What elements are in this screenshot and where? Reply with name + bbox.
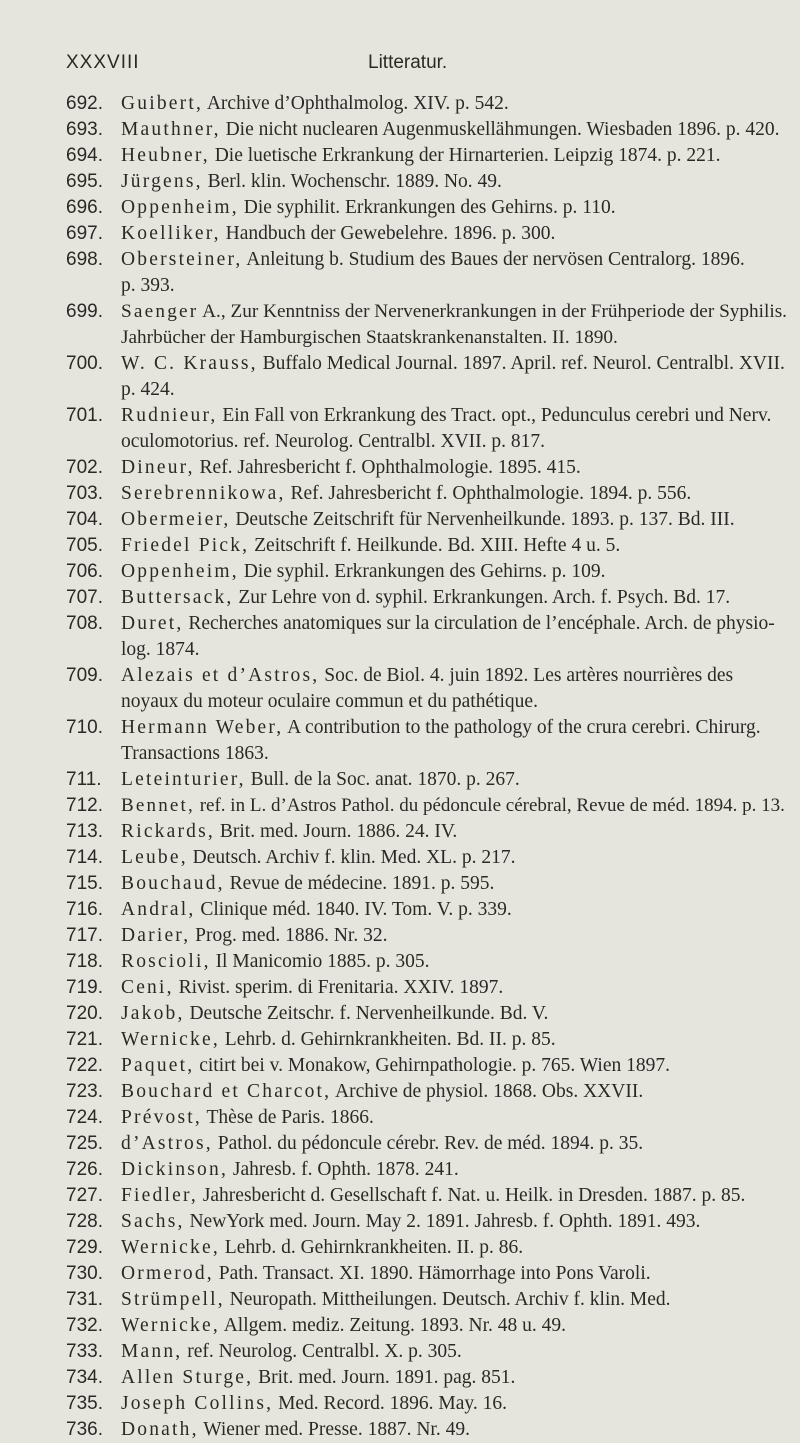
reference-number: 706. <box>66 561 103 582</box>
reference-entry <box>0 1053 800 1079</box>
reference-entry <box>0 975 800 1001</box>
reference-author: Koelliker, <box>121 223 221 244</box>
reference-text: Die syphil. Erkrankungen des Gehirns. p. 109. <box>238 561 606 582</box>
reference-number: 699. <box>66 301 103 322</box>
page-number-roman: XXXVIII <box>66 52 140 73</box>
reference-text: Wiener med. Presse. 1887. Nr. 49. <box>198 1419 470 1440</box>
reference-author: Strümpell, <box>121 1289 225 1310</box>
reference-text: Archive de physiol. 1868. Obs. XXVII. <box>331 1081 644 1102</box>
reference-number: 725. <box>66 1133 103 1154</box>
reference-entry <box>0 585 800 611</box>
reference-text: Clinique méd. 1840. IV. Tom. V. p. 339. <box>195 899 512 920</box>
reference-text: Allgem. mediz. Zeitung. 1893. Nr. 48 u. 49. <box>219 1315 566 1336</box>
reference-entry <box>0 1287 800 1313</box>
reference-author: Oppenheim, <box>121 197 239 218</box>
reference-author: Bennet, <box>121 795 195 816</box>
reference-text: A contribution to the pathology of the crura cerebri. Chirurg. <box>283 717 761 738</box>
reference-entry <box>0 1131 800 1157</box>
reference-entry <box>0 221 800 247</box>
reference-text: Die nicht nuclearen Augenmuskellähmungen. Wiesbaden 1896. p. 420. <box>220 119 780 140</box>
reference-entry <box>0 1417 800 1443</box>
reference-entry <box>0 611 800 663</box>
reference-author: Rudnieur, <box>121 405 218 426</box>
reference-text: ref. in L. d’Astros Pathol. du pédoncule cérebral, Revue de méd. 1894. p. 13. <box>194 795 785 816</box>
reference-number: 702. <box>66 457 103 478</box>
reference-number: 714. <box>66 847 103 868</box>
reference-author: Wernicke, <box>121 1029 220 1050</box>
reference-text-continued: log. 1874. <box>121 639 200 660</box>
reference-text-continued: p. 424. <box>121 379 175 400</box>
reference-author: Joseph Collins, <box>121 1393 274 1414</box>
reference-entry <box>0 923 800 949</box>
reference-number: 712. <box>66 795 103 816</box>
reference-author: W. C. Krauss, <box>121 353 258 374</box>
reference-text: Thèse de Paris. 1866. <box>201 1107 374 1128</box>
page-header <box>66 52 766 78</box>
reference-author: Dineur, <box>121 457 195 478</box>
reference-text: ref. Neurolog. Centralbl. X. p. 305. <box>182 1341 462 1362</box>
reference-text: A., Zur Kenntniss der Nervenerkrankungen in der Frühperiode der Syphilis. <box>198 301 787 322</box>
reference-number: 708. <box>66 613 103 634</box>
reference-text: Revue de médecine. 1891. p. 595. <box>224 873 495 894</box>
reference-number: 692. <box>66 93 103 114</box>
reference-entry <box>0 533 800 559</box>
reference-entry <box>0 117 800 143</box>
reference-number: 723. <box>66 1081 103 1102</box>
reference-author: Ormerod, <box>121 1263 214 1284</box>
reference-number: 716. <box>66 899 103 920</box>
reference-number: 733. <box>66 1341 103 1362</box>
reference-number: 724. <box>66 1107 103 1128</box>
reference-number: 717. <box>66 925 103 946</box>
reference-number: 729. <box>66 1237 103 1258</box>
reference-author: Prévost, <box>121 1107 202 1128</box>
reference-text: Ein Fall von Erkrankung des Tract. opt., Pedunculus cerebri und Nerv. <box>217 405 772 426</box>
reference-author: Roscioli, <box>121 951 211 972</box>
reference-number: 726. <box>66 1159 103 1180</box>
reference-text: Handbuch der Gewebelehre. 1896. p. 300. <box>220 223 556 244</box>
reference-entry <box>0 1339 800 1365</box>
reference-entry <box>0 507 800 533</box>
reference-text: Archive d’Ophthalmolog. XIV. p. 542. <box>203 93 509 114</box>
reference-entry <box>0 819 800 845</box>
reference-author: Buttersack, <box>121 587 234 608</box>
reference-entry <box>0 1157 800 1183</box>
reference-text: Die luetische Erkrankung der Hirnarterien. Leipzig 1874. p. 221. <box>209 145 721 166</box>
reference-number: 728. <box>66 1211 103 1232</box>
reference-text: Jahresbericht d. Gesellschaft f. Nat. u. Heilk. in Dresden. 1887. p. 85. <box>197 1185 746 1206</box>
reference-text: Ref. Jahresbericht f. Ophthalmologie. 1895. 415. <box>194 457 581 478</box>
reference-entry <box>0 715 800 767</box>
reference-number: 707. <box>66 587 103 608</box>
reference-number: 715. <box>66 873 103 894</box>
reference-entry <box>0 845 800 871</box>
reference-author: Obermeier, <box>121 509 231 530</box>
reference-author: Darier, <box>121 925 191 946</box>
reference-number: 709. <box>66 665 103 686</box>
reference-text: Neuropath. Mittheilungen. Deutsch. Archiv f. klin. Med. <box>224 1289 671 1310</box>
reference-number: 697. <box>66 223 103 244</box>
reference-entry <box>0 767 800 793</box>
reference-author: Mann, <box>121 1341 183 1362</box>
reference-entry <box>0 1183 800 1209</box>
reference-entry <box>0 1313 800 1339</box>
reference-text: Ref. Jahresbericht f. Ophthalmologie. 1894. p. 556. <box>285 483 692 504</box>
reference-text: citirt bei v. Monakow, Gehirnpathologie. p. 765. Wien 1897. <box>194 1055 670 1076</box>
reference-author: Leube, <box>121 847 188 868</box>
reference-text: Path. Transact. XI. 1890. Hämorrhage into Pons Varoli. <box>213 1263 651 1284</box>
reference-text-continued: oculomotorius. ref. Neurolog. Centralbl. XVII. p. 817. <box>121 431 546 452</box>
reference-text: Bull. de la Soc. anat. 1870. p. 267. <box>245 769 520 790</box>
reference-number: 735. <box>66 1393 103 1414</box>
reference-text: Med. Record. 1896. May. 16. <box>273 1393 507 1414</box>
reference-text: Brit. med. Journ. 1891. pag. 851. <box>253 1367 516 1388</box>
reference-number: 701. <box>66 405 103 426</box>
reference-text: NewYork med. Journ. May 2. 1891. Jahresb. f. Ophth. 1891. 493. <box>184 1211 701 1232</box>
reference-entry <box>0 1261 800 1287</box>
reference-entry <box>0 247 800 299</box>
reference-text: Pathol. du pédoncule cérebr. Rev. de méd. 1894. p. 35. <box>212 1133 644 1154</box>
reference-text-continued: Transactions 1863. <box>121 743 269 764</box>
reference-entry <box>0 1105 800 1131</box>
reference-number: 732. <box>66 1315 103 1336</box>
reference-text: Deutsche Zeitschr. f. Nervenheilkunde. Bd. V. <box>184 1003 549 1024</box>
reference-entry <box>0 1365 800 1391</box>
reference-number: 698. <box>66 249 103 270</box>
reference-entry <box>0 663 800 715</box>
reference-number: 695. <box>66 171 103 192</box>
reference-text: Jahresb. f. Ophth. 1878. 241. <box>228 1159 459 1180</box>
reference-entry <box>0 91 800 117</box>
reference-number: 721. <box>66 1029 103 1050</box>
reference-number: 727. <box>66 1185 103 1206</box>
reference-entry <box>0 481 800 507</box>
reference-entry <box>0 143 800 169</box>
reference-author: Alezais et d’Astros, <box>121 665 320 686</box>
reference-text: Prog. med. 1886. Nr. 32. <box>190 925 388 946</box>
reference-entry <box>0 1027 800 1053</box>
reference-text: Lehrb. d. Gehirnkrankheiten. Bd. II. p. 85. <box>219 1029 556 1050</box>
reference-list <box>0 91 800 1443</box>
reference-entry <box>0 351 800 403</box>
reference-author: Heubner, <box>121 145 210 166</box>
reference-number: 731. <box>66 1289 103 1310</box>
reference-author: Obersteiner, <box>121 249 243 270</box>
reference-text: Soc. de Biol. 4. juin 1892. Les artères nourrières des <box>319 665 734 686</box>
reference-author: Hermann Weber, <box>121 717 284 738</box>
reference-author: Rickards, <box>121 821 215 842</box>
reference-number: 713. <box>66 821 103 842</box>
reference-author: Allen Sturge, <box>121 1367 254 1388</box>
reference-number: 705. <box>66 535 103 556</box>
reference-author: Jakob, <box>121 1003 185 1024</box>
reference-author: Sachs, <box>121 1211 185 1232</box>
reference-entry <box>0 403 800 455</box>
reference-number: 730. <box>66 1263 103 1284</box>
reference-author: Mauthner, <box>121 119 221 140</box>
reference-entry <box>0 897 800 923</box>
reference-entry <box>0 195 800 221</box>
reference-author: Dickinson, <box>121 1159 229 1180</box>
reference-author: Bouchard et Charcot, <box>121 1081 332 1102</box>
reference-author: Ceni, <box>121 977 174 998</box>
reference-author: Paquet, <box>121 1055 195 1076</box>
reference-text: Rivist. sperim. di Frenitaria. XXIV. 1897. <box>173 977 504 998</box>
reference-number: 711. <box>66 769 102 790</box>
reference-entry <box>0 1001 800 1027</box>
reference-author: Andral, <box>121 899 196 920</box>
reference-text: Brit. med. Journ. 1886. 24. IV. <box>215 821 458 842</box>
reference-text: Recherches anatomiques sur la circulation de l’encéphale. Arch. de physio- <box>183 613 775 634</box>
reference-author: Bouchaud, <box>121 873 225 894</box>
reference-number: 710. <box>66 717 103 738</box>
reference-text: Lehrb. d. Gehirnkrankheiten. II. p. 86. <box>219 1237 524 1258</box>
reference-entry <box>0 871 800 897</box>
reference-text: Deutsche Zeitschrift für Nervenheilkunde. 1893. p. 137. Bd. III. <box>230 509 735 530</box>
reference-author: Jürgens, <box>121 171 203 192</box>
reference-author: d’Astros, <box>121 1133 213 1154</box>
reference-text: Buffalo Medical Journal. 1897. April. ref. Neurol. Centralbl. XVII. <box>257 353 785 374</box>
reference-number: 722. <box>66 1055 103 1076</box>
reference-text: Deutsch. Archiv f. klin. Med. XL. p. 217. <box>187 847 516 868</box>
reference-author: Wernicke, <box>121 1237 220 1258</box>
reference-text: Berl. klin. Wochenschr. 1889. No. 49. <box>202 171 502 192</box>
reference-entry <box>0 793 800 819</box>
reference-entry <box>0 559 800 585</box>
reference-text-continued: Jahrbücher der Hamburgischen Staatskrankenanstalten. II. 1890. <box>121 327 618 348</box>
reference-number: 694. <box>66 145 103 166</box>
reference-number: 734. <box>66 1367 103 1388</box>
reference-number: 736. <box>66 1419 103 1440</box>
reference-author: Donath, <box>121 1419 199 1440</box>
reference-entry <box>0 1391 800 1417</box>
running-head: Litteratur. <box>368 52 448 73</box>
reference-entry <box>0 455 800 481</box>
reference-number: 719. <box>66 977 103 998</box>
reference-number: 720. <box>66 1003 103 1024</box>
reference-author: Serebrennikowa, <box>121 483 286 504</box>
reference-author: Saenger <box>121 301 199 322</box>
reference-number: 693. <box>66 119 103 140</box>
reference-author: Fiedler, <box>121 1185 198 1206</box>
reference-entry <box>0 169 800 195</box>
reference-entry <box>0 1235 800 1261</box>
reference-number: 704. <box>66 509 103 530</box>
reference-text: Zur Lehre von d. syphil. Erkrankungen. Arch. f. Psych. Bd. 17. <box>233 587 731 608</box>
reference-text: Zeitschrift f. Heilkunde. Bd. XIII. Hefte 4 u. 5. <box>249 535 621 556</box>
reference-entry <box>0 1079 800 1105</box>
reference-entry <box>0 949 800 975</box>
reference-entry <box>0 299 800 351</box>
reference-number: 718. <box>66 951 103 972</box>
reference-author: Leteinturier, <box>121 769 246 790</box>
reference-text-continued: p. 393. <box>121 275 175 296</box>
reference-author: Wernicke, <box>121 1315 220 1336</box>
reference-author: Oppenheim, <box>121 561 239 582</box>
reference-entry <box>0 1209 800 1235</box>
reference-number: 703. <box>66 483 103 504</box>
reference-author: Duret, <box>121 613 184 634</box>
reference-number: 696. <box>66 197 103 218</box>
reference-author: Guibert, <box>121 93 204 114</box>
reference-text: Anleitung b. Studium des Baues der nervösen Centralorg. 1896. <box>242 249 745 270</box>
reference-text: Il Manicomio 1885. p. 305. <box>210 951 430 972</box>
reference-text: Die syphilit. Erkrankungen des Gehirns. p. 110. <box>238 197 616 218</box>
reference-number: 700. <box>66 353 103 374</box>
reference-author: Friedel Pick, <box>121 535 250 556</box>
reference-text-continued: noyaux du moteur oculaire commun et du pathétique. <box>121 691 538 712</box>
